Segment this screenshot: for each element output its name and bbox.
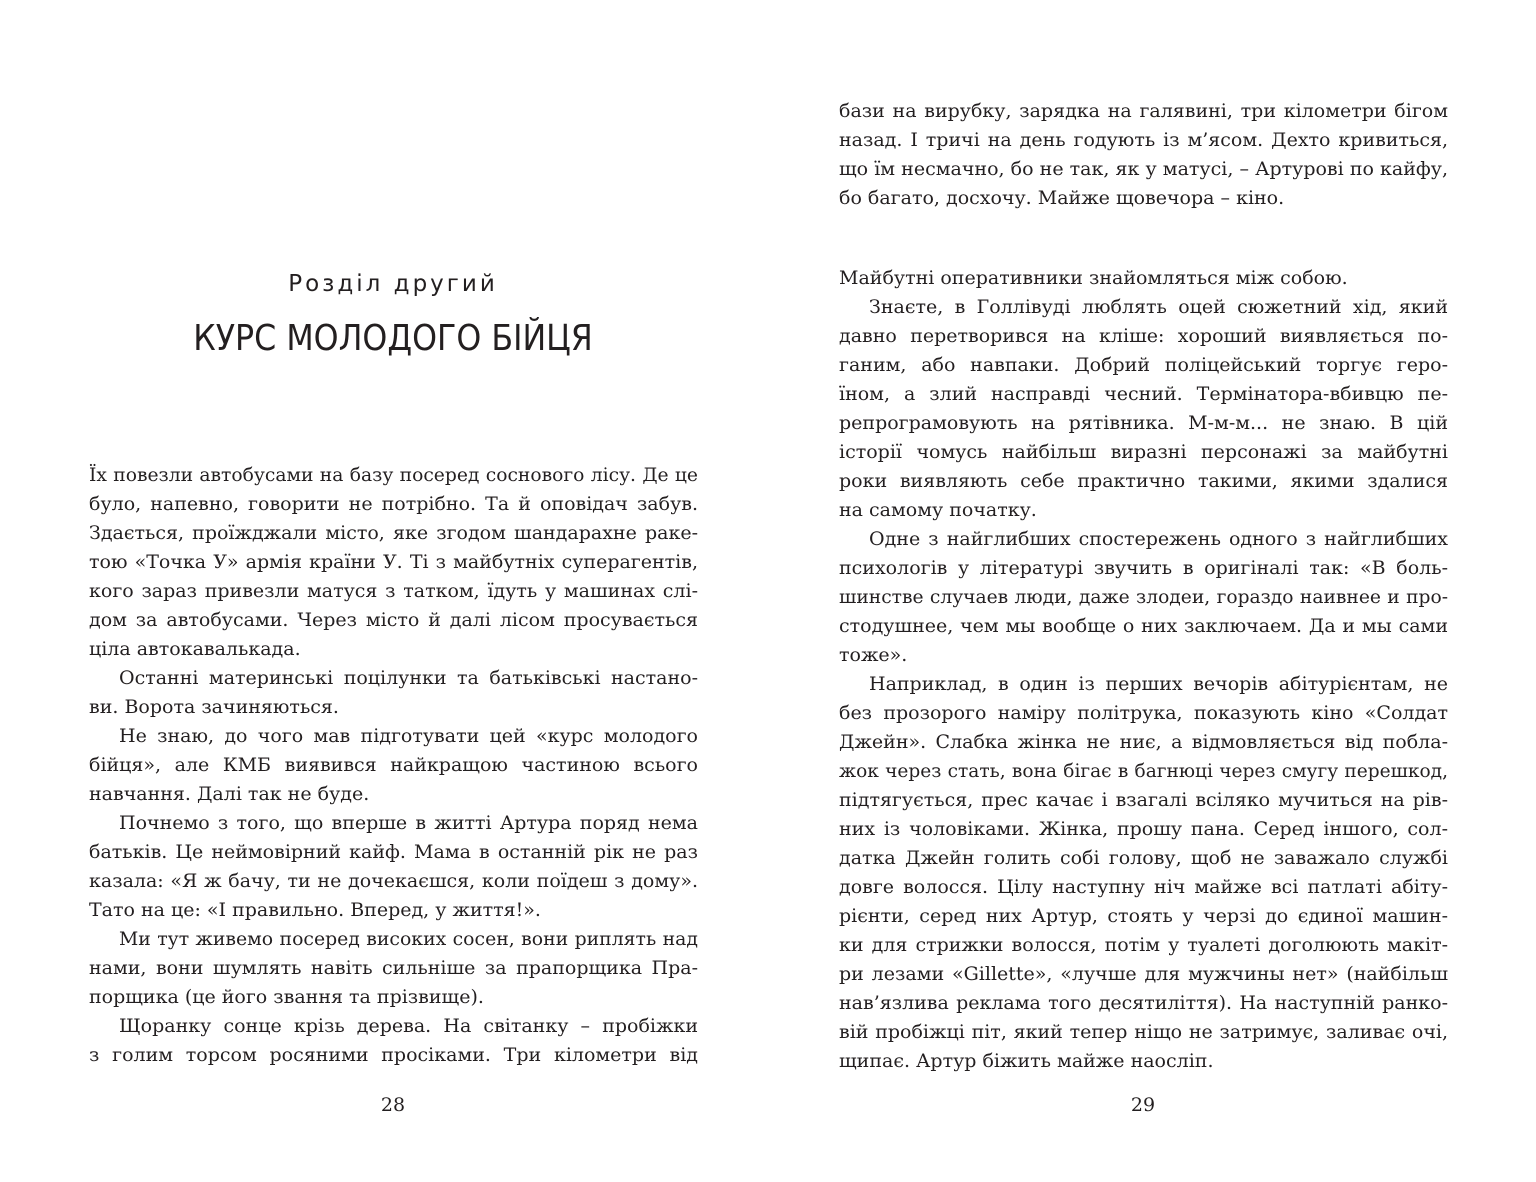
text-line: роки виявляють себе практично такими, якими здалися [839, 470, 1448, 492]
text-line: нами, вони шумлять навіть сильніше за прапорщика Пра- [89, 957, 698, 979]
text-line: ри лезами «Gillette», «лучше для мужчины нет» (найбільш [839, 963, 1448, 985]
text-line: шинстве случаев люди, даже злодеи, гораздо наивнее и про- [839, 587, 1448, 608]
text-line: Їх повезли автобусами на базу посеред соснового лісу. Де це [89, 465, 698, 486]
text-line: психологів у літературі звучить в оригіналі так: «В боль- [839, 557, 1448, 579]
text-line: назад. І тричі на день годують із м’ясом. Дехто кривиться, [839, 129, 1448, 151]
text-line: на самому початку. [839, 499, 1037, 521]
text-line: жок через стать, вона бігає в багнюці через смугу перешкод, [839, 761, 1448, 782]
text-line: підтягується, прес качає і взагалі всіляко мучиться на рів- [839, 789, 1448, 811]
text-line: Не знаю, до чого мав підготувати цей «курс молодого [119, 725, 698, 747]
text-line: історії чомусь найбільш виразні персонажі за майбутні [839, 441, 1448, 463]
text-line: довге волосся. Цілу наступну ніч майже всі патлаті абіту- [839, 876, 1448, 898]
text-line: навчання. Далі так не буде. [89, 783, 370, 805]
text-line: давно перетворився на кліше: хороший виявляється по- [839, 325, 1448, 347]
right-page-continued-text [839, 97, 1448, 213]
right-page [768, 0, 1536, 1182]
text-line: бійця», але КМБ виявився найкращою частиною всього [89, 754, 698, 776]
chapter-title: КУРС МОЛОДОГО БІЙЦЯ [193, 318, 593, 359]
text-line: нав’язлива реклама того десятиліття). На наступній ранко- [839, 992, 1448, 1014]
text-line: Наприклад, в один із перших вечорів абітурієнтам, не [869, 673, 1448, 695]
text-line: батьків. Це неймовірний кайф. Мама в останній рік не раз [89, 841, 698, 863]
text-line: що їм несмачно, бо не так, як у матусі, – Артурові по кайфу, [839, 158, 1448, 180]
text-line: репрограмовують на рятівника. М-м-м... не знаю. В цій [839, 412, 1448, 434]
text-line: з голим торсом росяними просіками. Три кілометри від [89, 1044, 698, 1066]
text-line: казала: «Я ж бачу, ти не дочекаєшся, коли поїдеш з дому». [89, 870, 698, 892]
text-line: бази на вирубку, зарядка на галявині, три кілометри бігом [839, 100, 1448, 122]
text-line: Джейн». Слабка жінка не ниє, а відмовляється від побла- [839, 731, 1448, 753]
text-line: було, напевно, говорити не потрібно. Та й оповідач забув. [89, 493, 698, 515]
text-line: Одне з найглибших спостережень одного з найглибших [869, 528, 1448, 550]
page-number-left: 28 [380, 1094, 406, 1116]
text-line: Щоранку сонце крізь дерева. На світанку – пробіжки [119, 1015, 698, 1037]
right-page-main-text [839, 264, 1448, 1076]
page-number-right: 29 [1130, 1094, 1156, 1116]
text-line: датка Джейн голить собі голову, щоб не заважало службі [839, 847, 1448, 869]
text-line: ви. Ворота зачиняються. [89, 696, 339, 718]
text-line: них із чоловіками. Жінка, прошу пана. Серед іншого, сол- [839, 818, 1448, 840]
text-line: бо багато, досхочу. Майже щовечора – кіно. [839, 187, 1285, 209]
text-line: вій пробіжці піт, який тепер ніщо не затримує, заливає очі, [839, 1021, 1448, 1043]
text-line: ганим, або навпаки. Добрий поліцейський торгує геро- [839, 354, 1448, 376]
text-line: стодушнее, чем мы вообще о них заключаем. Да и мы сами [839, 615, 1448, 637]
text-line: без прозорого наміру політрука, показують кіно «Солдат [839, 702, 1448, 724]
text-line: тою «Точка У» армія країни У. Ті з майбутніх суперагентів, [89, 551, 698, 573]
text-line: кого зараз привезли матуся з татком, їдуть у машинах слі- [89, 580, 698, 602]
text-line: дом за автобусами. Через місто й далі лісом просувається [89, 609, 698, 631]
text-line: тоже». [839, 644, 908, 666]
text-line: Тато на це: «І правильно. Вперед, у життя!». [89, 899, 541, 921]
text-line: Здається, проїжджали місто, яке згодом шандарахне раке- [89, 522, 698, 544]
text-line: ки для стрижки волосся, потім у туалеті доголюють макіт- [839, 934, 1448, 956]
text-line: рієнти, серед них Артур, стоять у черзі до єдиної машин- [839, 905, 1448, 927]
text-line: порщика (це його звання та прізвище). [89, 986, 484, 1008]
text-line: їном, а злий насправді чесний. Термінатора-вбивцю пе- [839, 383, 1448, 405]
text-line: Майбутні оперативники знайомляться між собою. [839, 267, 1348, 289]
text-line: Почнемо з того, що вперше в житті Артура поряд нема [119, 812, 698, 834]
text-line: Ми тут живемо посеред високих сосен, вони риплять над [119, 929, 698, 950]
text-line: ціла автокавалькада. [89, 638, 301, 660]
left-page-text [89, 461, 698, 1070]
text-line: Знаєте, в Голлівуді люблять оцей сюжетний хід, який [869, 296, 1448, 318]
text-line: щипає. Артур біжить майже наосліп. [839, 1050, 1214, 1072]
text-line: Останні материнські поцілунки та батьківські настано- [119, 667, 698, 689]
chapter-label: Розділ другий [288, 271, 498, 297]
